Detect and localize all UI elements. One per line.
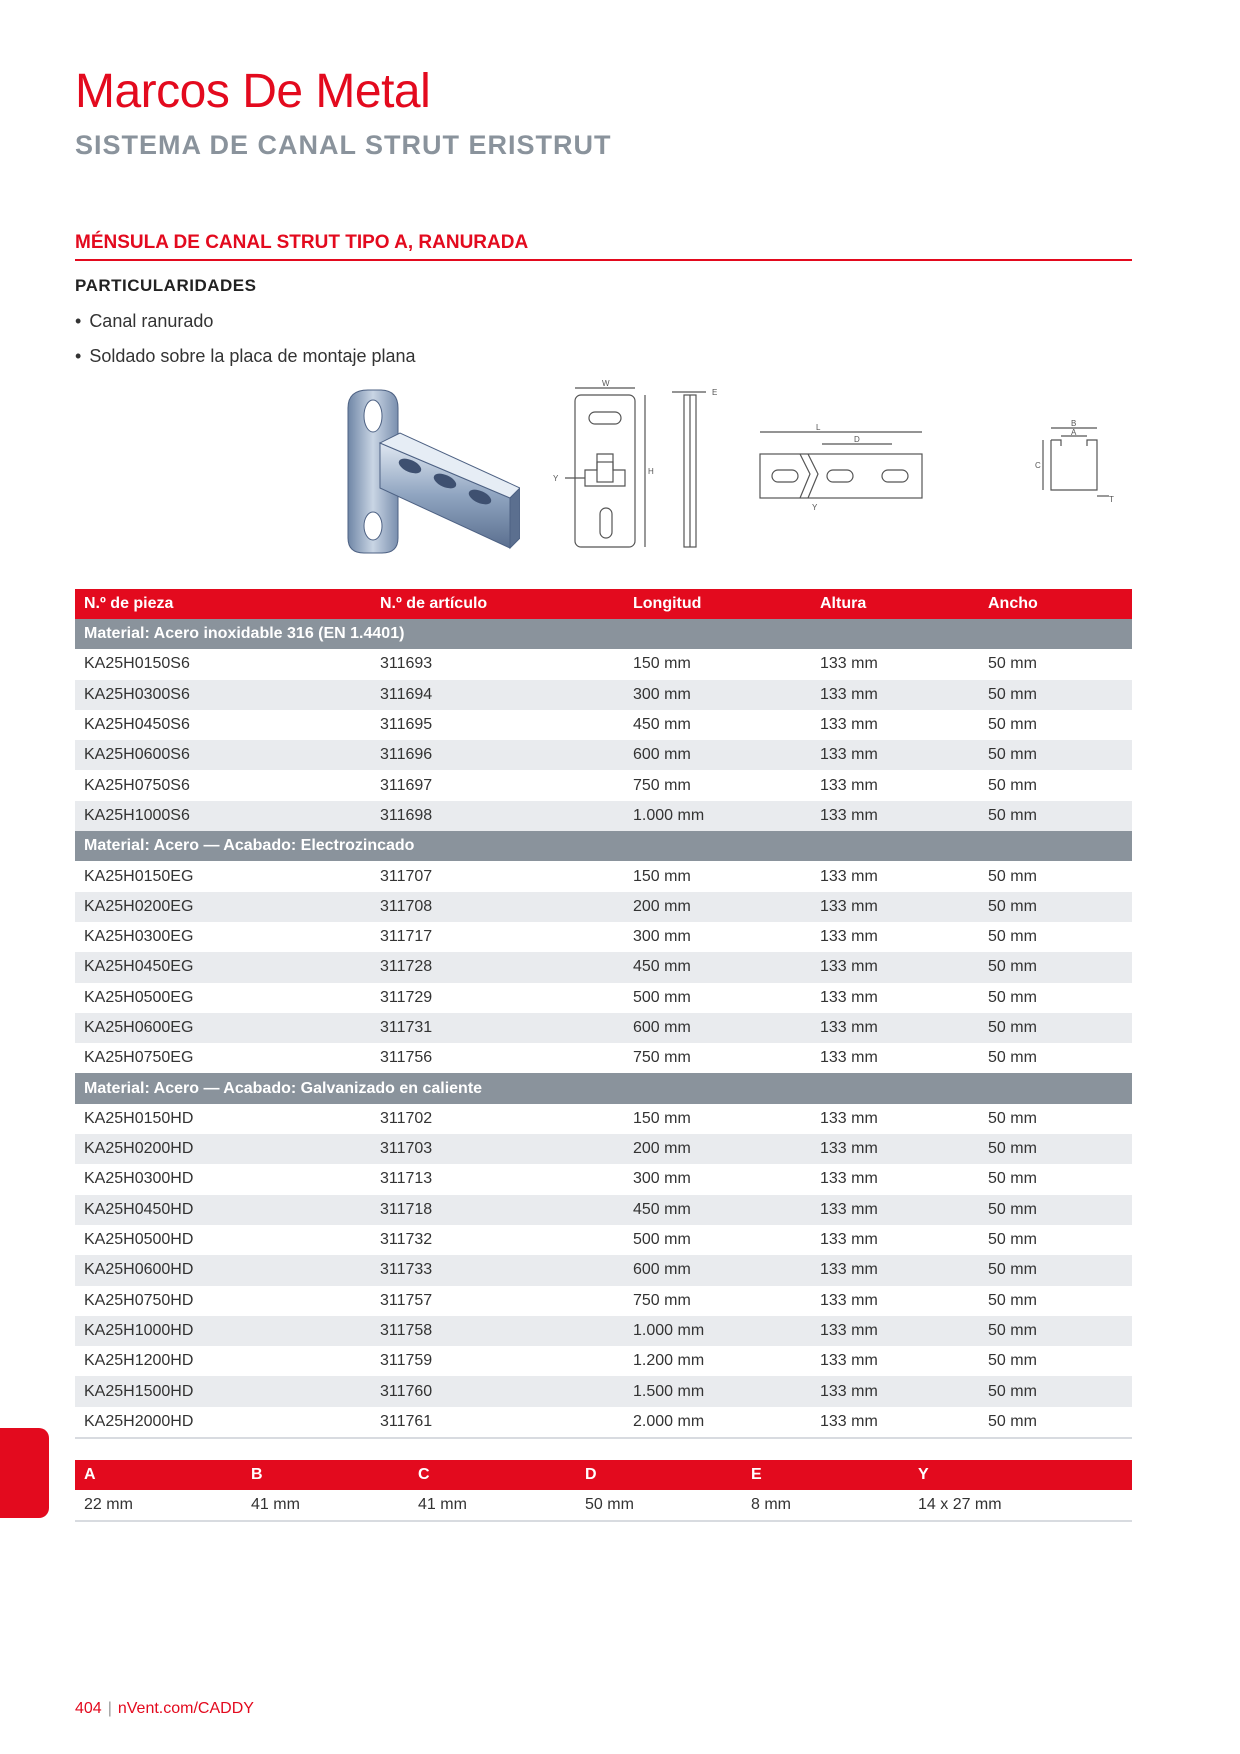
length-value: 750 mm [633,776,691,794]
table-row [75,1104,1132,1134]
col-header: Altura [811,589,979,619]
width-value: 50 mm [988,655,1037,673]
width-value: 50 mm [979,801,1132,831]
width-value: 50 mm [988,1109,1037,1127]
table-row [75,1407,1132,1438]
length-value: 1.200 mm [633,1352,705,1370]
col-header: N.º de artículo [371,589,624,619]
table-row [75,922,1132,952]
width-value: 50 mm [979,1134,1132,1164]
dim-header: D [576,1460,742,1490]
length-value: 750 mm [633,1291,691,1309]
dim-value: 41 mm [242,1490,409,1521]
length-value: 300 mm [633,1170,691,1188]
dim-label-c: C [1035,461,1041,470]
height-value: 133 mm [820,988,878,1006]
part-number: KA25H0450EG [75,952,371,982]
height-value: 133 mm [811,1255,979,1285]
col-header: Ancho [979,589,1132,619]
material-group-label: Material: Acero — Acabado: Electrozincado [75,831,1132,861]
length-value: 150 mm [633,867,691,885]
length-value: 600 mm [624,1255,811,1285]
height-value: 133 mm [811,680,979,710]
height-value: 133 mm [820,1352,878,1370]
height-value: 133 mm [811,801,979,831]
features-heading: PARTICULARIDADES [75,276,257,295]
article-number: 311694 [371,680,624,710]
part-number: KA25H1200HD [84,1352,194,1370]
height-value: 133 mm [820,716,878,734]
article-number: 311761 [371,1407,624,1438]
profile-drawing [1035,418,1115,503]
article-number: 311733 [371,1255,624,1285]
dim-label-w: W [602,379,610,388]
table-row [75,1134,1132,1164]
article-number: 311708 [371,892,624,922]
height-value: 133 mm [820,1231,878,1249]
table-row [75,710,1132,740]
part-number: KA25H0600S6 [75,740,371,770]
dim-value: 50 mm [576,1490,742,1521]
dim-value: 14 x 27 mm [909,1490,1132,1521]
part-number: KA25H0750S6 [84,776,190,794]
width-value: 50 mm [988,1291,1037,1309]
length-value: 500 mm [633,988,691,1006]
length-value: 300 mm [624,680,811,710]
width-value: 50 mm [979,892,1132,922]
table-row [75,1164,1132,1194]
width-value: 50 mm [979,1407,1132,1438]
article-number: 311760 [371,1376,624,1406]
material-group-row [75,831,1132,861]
height-value: 133 mm [811,1316,979,1346]
table-row [75,680,1132,710]
article-number: 311756 [380,1049,433,1067]
dim-label-b: B [1071,419,1077,428]
part-number: KA25H0500EG [84,988,194,1006]
height-value: 133 mm [811,1013,979,1043]
article-number: 311696 [371,740,624,770]
bracket-photo [340,388,520,556]
article-number: 311693 [380,655,433,673]
page-number: 404 [75,1700,102,1717]
dims-value-row [75,1490,1132,1521]
height-value: 133 mm [811,1376,979,1406]
height-value: 133 mm [820,655,878,673]
feature-item: • Canal ranurado [75,311,214,331]
length-value: 1.000 mm [624,1316,811,1346]
width-value: 50 mm [979,740,1132,770]
dimensions-table [75,1460,1132,1522]
dim-value: 22 mm [75,1490,242,1521]
footer-link[interactable]: nVent.com/CADDY [117,1700,254,1717]
col-header: Longitud [624,589,811,619]
width-value: 50 mm [979,1255,1132,1285]
height-value: 133 mm [820,867,878,885]
article-number: 311713 [380,1170,433,1188]
part-number: KA25H0150S6 [84,655,190,673]
article-number: 311717 [380,928,433,946]
length-value: 450 mm [624,1195,811,1225]
length-value: 450 mm [633,716,691,734]
dim-label-a: A [1071,428,1077,437]
part-number: KA25H0300EG [84,928,194,946]
article-number: 311732 [380,1231,433,1249]
table-row [75,801,1132,831]
part-number: KA25H0750HD [84,1291,194,1309]
width-value: 50 mm [988,1231,1037,1249]
table-row [75,1043,1132,1073]
table-row [75,770,1132,800]
part-number: KA25H0600HD [75,1255,371,1285]
dim-header: E [742,1460,909,1490]
side-view-drawing [670,380,725,560]
height-value: 133 mm [820,1291,878,1309]
width-value: 50 mm [988,776,1037,794]
length-value: 2.000 mm [624,1407,811,1438]
length-value: 1.500 mm [624,1376,811,1406]
part-number: KA25H0500HD [84,1231,194,1249]
table-row [75,892,1132,922]
dim-label-e: E [712,388,718,397]
dim-header: B [242,1460,409,1490]
height-value: 133 mm [811,952,979,982]
dim-label-h: H [648,467,654,476]
article-number: 311759 [380,1352,433,1370]
article-number: 311731 [371,1013,624,1043]
table-row [75,983,1132,1013]
material-group-label: Material: Acero inoxidable 316 (EN 1.4401) [75,619,1132,649]
feature-text: Canal ranurado [89,311,214,331]
table-row [75,1346,1132,1376]
channel-drawing [752,418,932,513]
table-row [75,1013,1132,1043]
dim-label-y2: Y [812,503,818,512]
dim-label-y: Y [553,474,559,483]
length-value: 450 mm [624,952,811,982]
article-number: 311707 [380,867,433,885]
length-value: 200 mm [624,1134,811,1164]
table-row [75,1195,1132,1225]
height-value: 133 mm [811,1195,979,1225]
length-value: 300 mm [633,928,691,946]
length-value: 750 mm [633,1049,691,1067]
col-header: N.º de pieza [75,589,371,619]
length-value: 150 mm [633,655,691,673]
dim-label-d: D [854,435,860,444]
page-subtitle: SISTEMA DE CANAL STRUT ERISTRUT [75,130,612,160]
table-row [75,1255,1132,1285]
table-row [75,649,1132,679]
part-number: KA25H0300S6 [75,680,371,710]
part-number: KA25H0200HD [75,1134,371,1164]
height-value: 133 mm [820,1049,878,1067]
front-view-drawing [545,378,655,558]
page-title: Marcos De Metal [75,65,431,118]
feature-item: • Soldado sobre la placa de montaje plana [75,346,416,366]
width-value: 50 mm [988,867,1037,885]
article-number: 311702 [380,1109,433,1127]
footer [75,1700,254,1718]
part-number: KA25H0200EG [75,892,371,922]
table-row [75,740,1132,770]
table-row [75,861,1132,891]
side-tab [0,1428,49,1518]
width-value: 50 mm [988,716,1037,734]
article-number: 311697 [380,776,433,794]
article-number: 311695 [380,716,433,734]
parts-header-row [75,589,1132,619]
parts-table [75,589,1132,1439]
height-value: 133 mm [820,1109,878,1127]
length-value: 200 mm [624,892,811,922]
height-value: 133 mm [820,928,878,946]
width-value: 50 mm [979,952,1132,982]
table-row [75,1225,1132,1255]
feature-text: Soldado sobre la placa de montaje plana [89,346,416,366]
article-number: 311703 [371,1134,624,1164]
width-value: 50 mm [988,1170,1037,1188]
width-value: 50 mm [979,1316,1132,1346]
table-row [75,1376,1132,1406]
length-value: 600 mm [624,740,811,770]
dims-header-row [75,1460,1132,1490]
part-number: KA25H1500HD [75,1376,371,1406]
article-number: 311757 [380,1291,433,1309]
height-value: 133 mm [811,740,979,770]
section-heading: MÉNSULA DE CANAL STRUT TIPO A, RANURADA [75,232,1132,261]
table-row [75,1286,1132,1316]
width-value: 50 mm [979,1013,1132,1043]
length-value: 150 mm [633,1109,691,1127]
part-number: KA25H0300HD [84,1170,194,1188]
width-value: 50 mm [988,1352,1037,1370]
part-number: KA25H1000HD [75,1316,371,1346]
part-number: KA25H2000HD [75,1407,371,1438]
part-number: KA25H1000S6 [75,801,371,831]
width-value: 50 mm [988,988,1037,1006]
part-number: KA25H0150EG [84,867,194,885]
article-number: 311729 [380,988,433,1006]
material-group-row [75,1073,1132,1103]
width-value: 50 mm [979,1195,1132,1225]
width-value: 50 mm [988,1049,1037,1067]
article-number: 311718 [371,1195,624,1225]
height-value: 133 mm [820,1170,878,1188]
length-value: 600 mm [624,1013,811,1043]
length-value: 1.000 mm [624,801,811,831]
width-value: 50 mm [988,928,1037,946]
height-value: 133 mm [811,1134,979,1164]
part-number: KA25H0600EG [75,1013,371,1043]
dim-header: C [409,1460,576,1490]
part-number: KA25H0450HD [75,1195,371,1225]
height-value: 133 mm [811,1407,979,1438]
dim-value: 8 mm [742,1490,909,1521]
table-row [75,1316,1132,1346]
dim-label-l: L [816,423,821,432]
part-number: KA25H0150HD [84,1109,194,1127]
length-value: 500 mm [633,1231,691,1249]
material-group-row [75,619,1132,649]
width-value: 50 mm [979,680,1132,710]
height-value: 133 mm [811,892,979,922]
article-number: 311698 [371,801,624,831]
dim-label-t: T [1109,495,1114,503]
dim-header: A [75,1460,242,1490]
width-value: 50 mm [979,1376,1132,1406]
height-value: 133 mm [820,776,878,794]
part-number: KA25H0450S6 [84,716,190,734]
article-number: 311758 [371,1316,624,1346]
part-number: KA25H0750EG [84,1049,194,1067]
material-group-label: Material: Acero — Acabado: Galvanizado en caliente [75,1073,1132,1103]
table-row [75,952,1132,982]
article-number: 311728 [371,952,624,982]
features-list [75,308,416,378]
dim-value: 41 mm [409,1490,576,1521]
footer-separator: | [107,1700,112,1717]
dim-header: Y [909,1460,1132,1490]
